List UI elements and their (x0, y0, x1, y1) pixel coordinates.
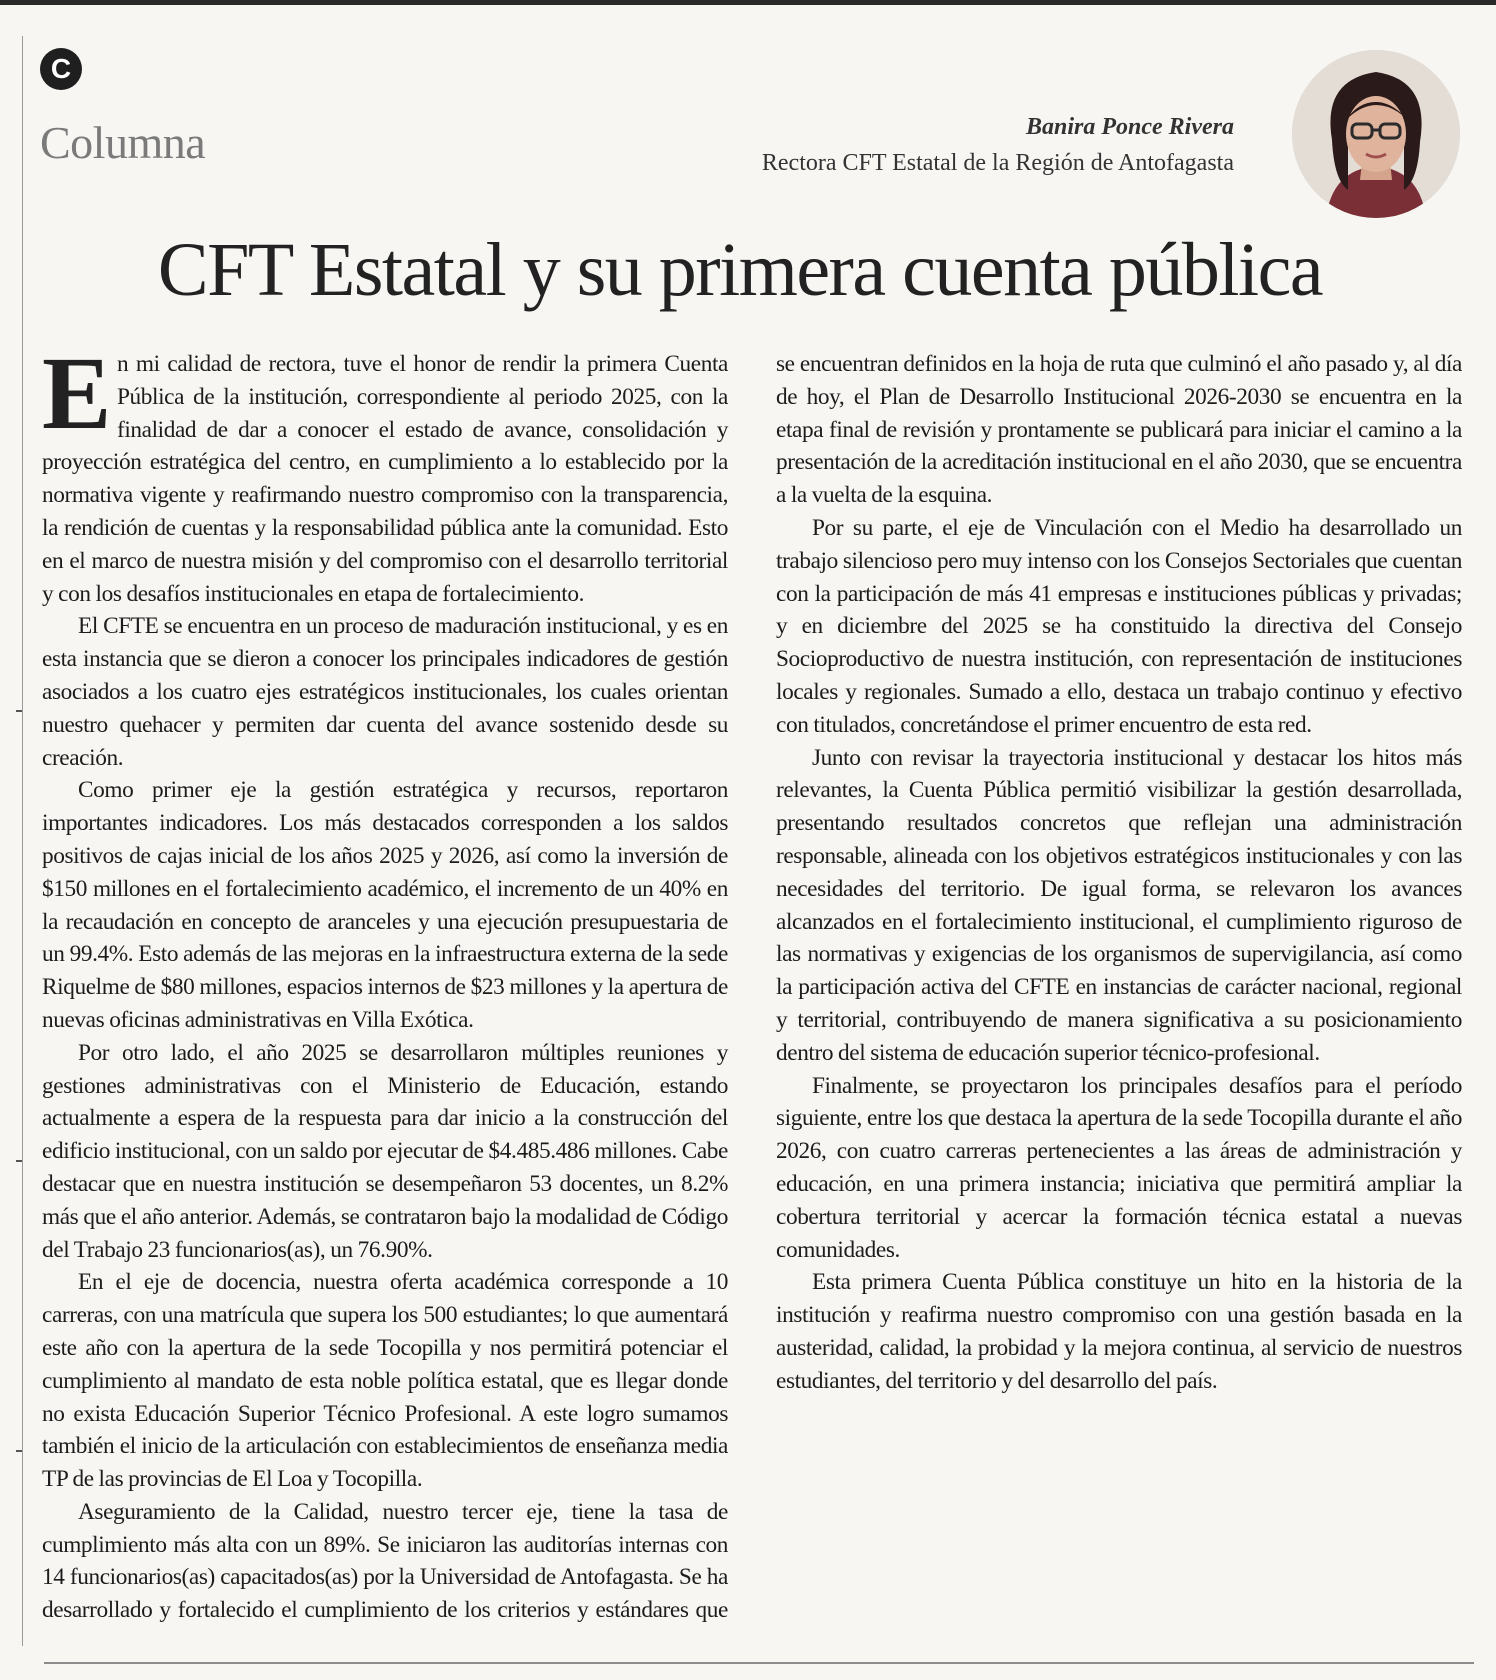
margin-tick (16, 1160, 22, 1162)
article-paragraph: Esta primera Cuenta Pública constituye un hito en la historia de la institución y reafirma nuestro compromiso con una gestión basada en la austeridad, calidad, la probidad y la mejora continua, al servicio de nuestros estudiantes, del territorio y del desarrollo del país. (776, 1269, 1462, 1394)
article-paragraph: El CFTE se encuentra en un proceso de maduración institucional, y es en esta instancia que se dieron a conocer los principales indicadores de gestión asociados a los cuatro ejes estratégicos institucionales, los cuales orientan nuestro quehacer y permiten dar cuenta del avance sostenido desde su creación. (42, 613, 728, 771)
article-paragraph: En el eje de docencia, nuestra oferta académica corresponde a 10 carreras, con una matrícula que supera los 500 estudiantes; lo que aumentará este año con la apertura de la sede Tocopilla y nos permitirá potenciar el cumplimiento al mandato de esta noble política estatal, que es llegar donde no exista Educación Superior Técnico Profesional. A este logro sumamos también el inicio de la articulación con establecimientos de enseñanza media TP de las provincias de El Loa y Tocopilla. (42, 1269, 728, 1493)
author-portrait-icon (1292, 50, 1460, 218)
author-name: Banira Ponce Rivera (1026, 114, 1234, 140)
lead-text: n mi calidad de rectora, tuve el honor de rendir la primera Cuenta Pública de la institución, correspondiente al periodo 2025, con la finalidad de dar a conocer el estado de avance, consolidación y proyección estratégica del centro, en cumplimiento a lo establecido por la normativa vigente y reafirmando nuestro compromiso con la transparencia, la rendición de cuentas y la responsabilidad pública ante la comunidad. Esto en el marco de nuestra misión y del compromiso con el desarrollo territorial y con los desafíos institucionales en etapa de fortalecimiento. (42, 351, 728, 607)
top-rule (0, 0, 1496, 5)
article-paragraph: Como primer eje la gestión estratégica y recursos, reportaron importantes indicadores. Los más destacados corresponden a los saldos positivos de cajas inicial de los años 2025 y 2026, así como la inversión de $150 millones en el fortalecimiento académico, el incremento de un 40% en la recaudación en concepto de aranceles y una ejecución presupuestaria de un 99.4%. Esto además de las mejoras en la infraestructura externa de la sede Riquelme de $80 millones, espacios internos de $23 millones y la apertura de nuevas oficinas administrativas en Villa Exótica. (42, 777, 728, 1033)
margin-tick (16, 1450, 22, 1452)
article-paragraph: Por otro lado, el año 2025 se desarrollaron múltiples reuniones y gestiones administrativas con el Ministerio de Educación, estando actualmente a espera de la respuesta para dar inicio a la construcción del edificio institucional, con un saldo por ejecutar de $4.485.486 millones. Cabe destacar que en nuestra institución se desempeñaron 53 docentes, un 8.2% más que el año anterior. Además, se contrataron bajo la modalidad de Código del Trabajo 23 funcionarios(as), un 76.90%. (42, 1039, 728, 1263)
bottom-rule (44, 1662, 1474, 1664)
left-margin-rule (22, 36, 23, 1646)
article-body (42, 336, 1462, 1648)
article-headline: CFT Estatal y su primera cuenta pública (157, 228, 1323, 312)
article-paragraph: Aseguramiento de la Calidad, nuestro tercer eje, tiene la tasa de cumplimiento más alta con un 89%. Se iniciaron las auditorías internas con 14 funcionarios(as) capacitados(as) por la Universidad de Antofagasta. Se ha desarrollado y fortalecido el cumplimiento de los criterios y estándares que se encuentran definidos en la hoja de ruta que culminó el año pasado y, al día de hoy, el Plan de Desarrollo Institucional 2026-2030 se encuentra en la etapa final de revisión y prontamente se publicará para iniciar el camino a la presentación de la acreditación institucional en el año 2030, que se encuentra a la vuelta de la esquina. (42, 351, 1462, 1624)
drop-cap: E (42, 336, 111, 451)
section-label: Columna (40, 117, 206, 168)
margin-tick (16, 710, 22, 712)
article-paragraph: Por su parte, el eje de Vinculación con el Medio ha desarrollado un trabajo silencioso pero muy intenso con los Consejos Sectoriales que cuentan con la participación de más 41 empresas e instituciones públicas y privadas; y en diciembre del 2025 se ha constituido la directiva del Consejo Socioproductivo de nuestra institución, con representación de instituciones locales y regionales. Sumado a ello, destaca un trabajo continuo y efectivo con titulados, concretándose el primer encuentro de esta red. (776, 514, 1462, 738)
article-lead-paragraph (42, 336, 728, 610)
article-paragraph: Junto con revisar la trayectoria institucional y destacar los hitos más relevantes, la Cuenta Pública permitió visibilizar la gestión desarrollada, presentando resultados concretos que reflejan una administración responsable, alineada con los objetivos estratégicos institucionales y con las necesidades del territorio. De igual forma, se relevaron los avances alcanzados en el fortalecimiento institucional, el cumplimiento riguroso de las normativas y exigencias de los organismos de supervigilancia, así como la participación activa del CFTE en instancias de carácter nacional, regional y territorial, contribuyendo de manera significativa a su posicionamiento dentro del sistema de educación superior técnico-profesional. (776, 744, 1462, 1066)
section-badge-icon: C (40, 48, 82, 90)
author-role: Rectora CFT Estatal de la Región de Antofagasta (761, 150, 1234, 176)
article-paragraph: Finalmente, se proyectaron los principales desafíos para el período siguiente, entre los que destaca la apertura de la sede Tocopilla durante el año 2026, con cuatro carreras pertenecientes a las áreas de administración y educación, en una primera instancia; iniciativa que permitirá ampliar la cobertura territorial y acercar la formación técnica estatal a nuevas comunidades. (776, 1072, 1462, 1263)
author-photo (1292, 50, 1460, 218)
